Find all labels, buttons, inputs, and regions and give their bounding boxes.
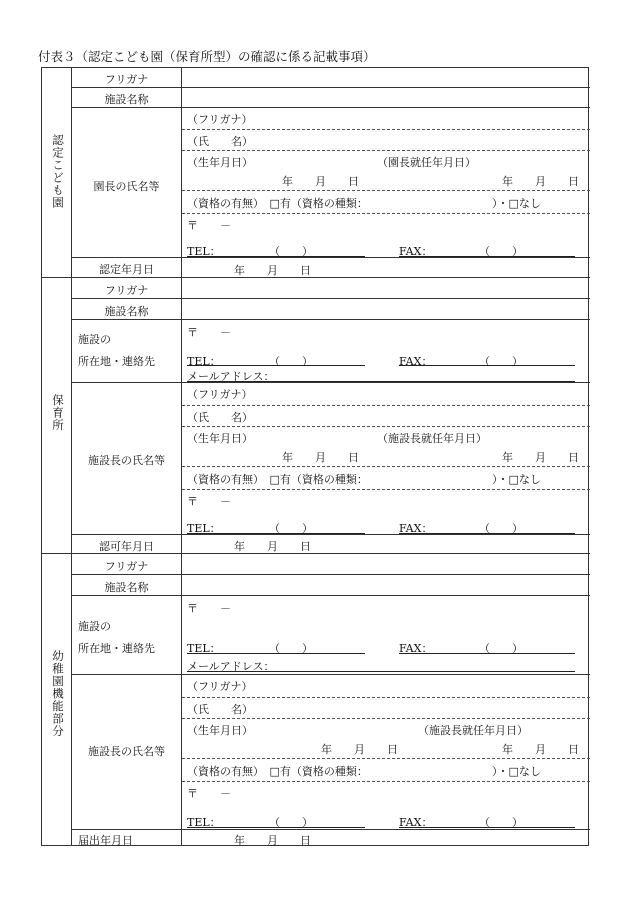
dash-line	[182, 150, 590, 151]
fax-label: FAX：	[399, 245, 433, 258]
dash-line	[182, 466, 590, 467]
fax-label: FAX：	[399, 522, 433, 535]
fax-underline	[399, 256, 575, 257]
paren-name: （氏 名）	[187, 703, 253, 716]
facility-name-label: 施設名称	[104, 581, 149, 594]
mail-underline	[187, 381, 575, 382]
paren-name: （氏 名）	[187, 135, 253, 148]
birth-label: （生年月日）	[187, 156, 253, 169]
tel-parens: （ ）	[269, 355, 313, 368]
row-line	[71, 595, 590, 596]
tel-parens: （ ）	[269, 522, 313, 535]
certified-date-label: 認定年月日	[99, 263, 154, 276]
fax-parens: （ ）	[479, 522, 523, 535]
certified-date: 年 月 日	[234, 264, 311, 277]
appoint-date: 年 月 日	[502, 451, 579, 464]
furigana-label: フリガナ	[104, 284, 149, 297]
fax-label: FAX：	[399, 816, 433, 829]
paren-furigana: （フリガナ）	[187, 680, 253, 693]
birth-date: 年 月 日	[321, 743, 398, 756]
tel-label: TEL：	[187, 245, 221, 258]
birth-date: 年 月 日	[282, 175, 359, 188]
qualification-end: ）・□なし	[492, 197, 541, 210]
appoint-label: （施設長就任年月日）	[418, 724, 528, 737]
tel-underline	[187, 827, 365, 828]
paren-furigana: （フリガナ）	[187, 113, 253, 126]
mail-label: メールアドレス：	[187, 660, 275, 673]
fax-label: FAX：	[399, 642, 433, 655]
row-line	[71, 87, 590, 88]
appoint-date: 年 月 日	[502, 743, 579, 756]
page-title: 付表３（認定こども園（保育所型）の確認に係る記載事項）	[38, 49, 376, 64]
dash-line	[182, 405, 590, 406]
row-line	[71, 674, 590, 675]
birth-label: （生年月日）	[187, 432, 253, 445]
fax-parens: （ ）	[479, 245, 523, 258]
tel-parens: （ ）	[269, 245, 313, 258]
section-label-kodomoen: 認定こども園	[51, 134, 65, 209]
postal-code: 〒 －	[187, 219, 231, 232]
dash-line	[182, 129, 590, 130]
paren-furigana: （フリガナ）	[187, 388, 253, 401]
dash-line	[182, 781, 590, 782]
tel-label: TEL：	[187, 816, 221, 829]
tel-underline	[187, 256, 365, 257]
location-label-1: 施設の	[78, 620, 111, 633]
row-line	[71, 319, 590, 320]
fax-underline	[399, 533, 575, 534]
postal-code: 〒 －	[187, 326, 231, 339]
location-label-2: 所在地・連絡先	[78, 642, 155, 655]
facility-name-label: 施設名称	[104, 93, 149, 106]
head-name-label: 園長の氏名等	[93, 180, 160, 193]
notification-date: 年 月 日	[234, 834, 311, 847]
appoint-date: 年 月 日	[502, 175, 579, 188]
birth-date: 年 月 日	[282, 451, 359, 464]
facility-name-label: 施設名称	[104, 305, 149, 318]
col-divider-2	[181, 68, 182, 845]
notification-date-label: 届出年月日	[78, 834, 133, 847]
dash-line	[182, 718, 590, 719]
row-line	[71, 107, 590, 108]
qualification: （資格の有無） □有（資格の種類：	[187, 765, 368, 778]
dash-line	[182, 190, 590, 191]
section-label-hoikusho: 保育所	[51, 394, 65, 432]
dash-line	[182, 426, 590, 427]
qualification: （資格の有無） □有（資格の種類：	[187, 473, 368, 486]
tel-parens: （ ）	[269, 816, 313, 829]
fax-parens: （ ）	[479, 816, 523, 829]
furigana-label: フリガナ	[104, 73, 149, 86]
qualification-end: ）・□なし	[492, 473, 541, 486]
postal-code: 〒 －	[187, 787, 231, 800]
birth-label: （生年月日）	[187, 724, 253, 737]
head-name-label: 施設長の氏名等	[88, 745, 165, 758]
mail-label: メールアドレス：	[187, 370, 275, 383]
approval-date: 年 月 日	[234, 540, 311, 553]
fax-parens: （ ）	[479, 355, 523, 368]
mail-underline	[187, 671, 575, 672]
qualification-end: ）・□なし	[492, 765, 541, 778]
postal-code: 〒 －	[187, 495, 231, 508]
tel-label: TEL：	[187, 355, 221, 368]
location-label-1: 施設の	[78, 333, 111, 346]
tel-underline	[187, 365, 365, 366]
furigana-label: フリガナ	[104, 560, 149, 573]
postal-code: 〒 －	[187, 602, 231, 615]
qualification: （資格の有無） □有（資格の種類：	[187, 197, 368, 210]
head-name-label: 施設長の氏名等	[88, 454, 165, 467]
row-line	[71, 382, 590, 383]
dash-line	[182, 213, 590, 214]
registration-form	[41, 67, 589, 846]
dash-line	[182, 758, 590, 759]
dash-line	[182, 489, 590, 490]
approval-date-label: 認可年月日	[99, 540, 154, 553]
tel-underline	[187, 653, 365, 654]
fax-underline	[399, 653, 575, 654]
tel-label: TEL：	[187, 642, 221, 655]
tel-label: TEL：	[187, 522, 221, 535]
section-divider	[42, 277, 590, 278]
paren-name: （氏 名）	[187, 411, 253, 424]
row-line	[71, 574, 590, 575]
tel-parens: （ ）	[269, 642, 313, 655]
appoint-label: （施設長就任年月日）	[377, 432, 487, 445]
section-label-yochien: 幼稚園機能部分	[51, 650, 65, 738]
fax-label: FAX：	[399, 355, 433, 368]
location-label-2: 所在地・連絡先	[78, 355, 155, 368]
row-line	[71, 298, 590, 299]
tel-underline	[187, 533, 365, 534]
dash-line	[182, 697, 590, 698]
fax-underline	[399, 827, 575, 828]
fax-parens: （ ）	[479, 642, 523, 655]
appoint-label: （園長就任年月日）	[377, 156, 476, 169]
fax-underline	[399, 365, 575, 366]
